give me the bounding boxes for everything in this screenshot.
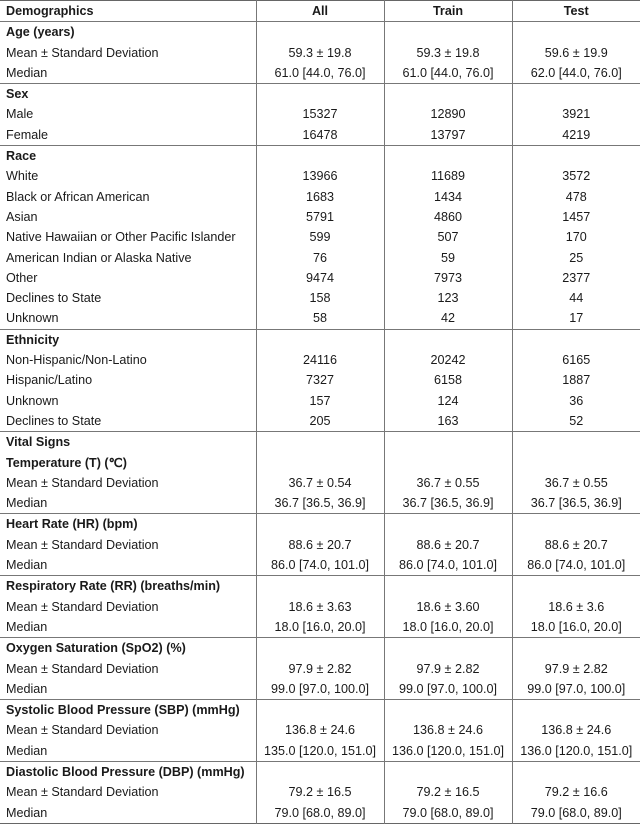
cell-test (512, 84, 640, 105)
cell-all: 205 (256, 411, 384, 432)
table-row (0, 350, 640, 370)
cell-train: 59 (384, 248, 512, 268)
cell-test: 136.0 [120.0, 151.0] (512, 741, 640, 762)
table-row (0, 104, 640, 124)
cell-test (512, 146, 640, 167)
row-label: Mean ± Standard Deviation (6, 475, 159, 490)
cell-test: 86.0 [74.0, 101.0] (512, 555, 640, 576)
row-label: Other (6, 270, 38, 285)
cell-all: 599 (256, 227, 384, 247)
section-title: Temperature (T) (℃) (6, 455, 127, 470)
table-row (0, 187, 640, 207)
table-row (0, 63, 640, 84)
cell-train: 20242 (384, 350, 512, 370)
row-label: Native Hawaiian or Other Pacific Islander (6, 230, 236, 245)
cell-test: 18.0 [16.0, 20.0] (512, 617, 640, 638)
table-row (0, 288, 640, 308)
row-label: Mean ± Standard Deviation (6, 45, 159, 60)
row-label: Asian (6, 209, 38, 224)
cell-test (512, 638, 640, 659)
cell-train (384, 514, 512, 535)
section-title-row (0, 329, 640, 350)
cell-test: 4219 (512, 125, 640, 146)
cell-all (256, 638, 384, 659)
row-label: Mean ± Standard Deviation (6, 537, 159, 552)
cell-train: 123 (384, 288, 512, 308)
cell-test: 1457 (512, 207, 640, 227)
section-title: Oxygen Saturation (SpO2) (%) (0, 638, 256, 659)
section-title: Race (0, 146, 256, 167)
cell-train (384, 22, 512, 43)
cell-train (384, 761, 512, 782)
cell-all: 79.2 ± 16.5 (256, 782, 384, 802)
row-label: Mean ± Standard Deviation (6, 723, 159, 738)
cell-all: 88.6 ± 20.7 (256, 535, 384, 555)
table-row (0, 803, 640, 824)
section-title: Heart Rate (HR) (bpm) (0, 514, 256, 535)
cell-test: 36 (512, 391, 640, 411)
cell-test: 1887 (512, 370, 640, 390)
cell-test (512, 22, 640, 43)
table-row (0, 617, 640, 638)
cell-all: 5791 (256, 207, 384, 227)
row-label: Median (6, 496, 48, 511)
table-row (0, 207, 640, 227)
cell-all: 99.0 [97.0, 100.0] (256, 679, 384, 700)
cell-all: 15327 (256, 104, 384, 124)
section-title-row (0, 22, 640, 43)
cell-all: 24116 (256, 350, 384, 370)
row-label: Median (6, 65, 48, 80)
cell-test: 99.0 [97.0, 100.0] (512, 679, 640, 700)
row-label: Median (6, 619, 48, 634)
section-title-row (0, 761, 640, 782)
cell-all: 18.0 [16.0, 20.0] (256, 617, 384, 638)
table-row (0, 391, 640, 411)
cell-train: 18.6 ± 3.60 (384, 597, 512, 617)
cell-train (384, 638, 512, 659)
table-row (0, 679, 640, 700)
cell-all: 1683 (256, 187, 384, 207)
cell-test (512, 329, 640, 350)
cell-test: 52 (512, 411, 640, 432)
cell-train (384, 329, 512, 350)
cell-all (256, 22, 384, 43)
cell-test (512, 761, 640, 782)
cell-train (384, 146, 512, 167)
header-test: Test (512, 1, 640, 22)
section-title: Sex (0, 84, 256, 105)
table-row (0, 370, 640, 390)
cell-train: 36.7 [36.5, 36.9] (384, 493, 512, 514)
cell-train: 11689 (384, 166, 512, 186)
header-demographics: Demographics (0, 1, 256, 22)
cell-test: 136.8 ± 24.6 (512, 720, 640, 740)
cell-all: 18.6 ± 3.63 (256, 597, 384, 617)
cell-all: 36.7 [36.5, 36.9] (256, 493, 384, 514)
cell-test: 478 (512, 187, 640, 207)
cell-train: 79.0 [68.0, 89.0] (384, 803, 512, 824)
cell-test: 17 (512, 308, 640, 329)
row-label: Mean ± Standard Deviation (6, 661, 159, 676)
row-label: Declines to State (6, 413, 102, 428)
cell-train: 88.6 ± 20.7 (384, 535, 512, 555)
section-title-row (0, 432, 640, 453)
section-title-row (0, 453, 640, 473)
cell-train: 97.9 ± 2.82 (384, 659, 512, 679)
row-label: Male (6, 107, 34, 122)
section-title-row (0, 146, 640, 167)
table-body (0, 22, 640, 824)
cell-train (384, 453, 512, 473)
row-label: Mean ± Standard Deviation (6, 785, 159, 800)
cell-train: 79.2 ± 16.5 (384, 782, 512, 802)
table-row (0, 166, 640, 186)
table-row (0, 227, 640, 247)
cell-all (256, 146, 384, 167)
header-all: All (256, 1, 384, 22)
section-title-row (0, 700, 640, 721)
cell-test (512, 453, 640, 473)
cell-all: 97.9 ± 2.82 (256, 659, 384, 679)
cell-test: 18.6 ± 3.6 (512, 597, 640, 617)
row-label: Median (6, 681, 48, 696)
cell-test: 44 (512, 288, 640, 308)
cell-test (512, 432, 640, 453)
cell-train: 59.3 ± 19.8 (384, 43, 512, 63)
table-row (0, 659, 640, 679)
cell-train: 12890 (384, 104, 512, 124)
cell-train: 124 (384, 391, 512, 411)
table-row (0, 741, 640, 762)
cell-test: 97.9 ± 2.82 (512, 659, 640, 679)
cell-test: 170 (512, 227, 640, 247)
section-title: Age (years) (0, 22, 256, 43)
cell-test: 6165 (512, 350, 640, 370)
cell-all: 9474 (256, 268, 384, 288)
cell-train: 18.0 [16.0, 20.0] (384, 617, 512, 638)
cell-all: 36.7 ± 0.54 (256, 473, 384, 493)
cell-all: 157 (256, 391, 384, 411)
row-label: Hispanic/Latino (6, 373, 93, 388)
row-label: Unknown (6, 311, 59, 326)
table-header-row (0, 1, 640, 22)
cell-all: 7327 (256, 370, 384, 390)
table-row (0, 411, 640, 432)
row-label: Mean ± Standard Deviation (6, 599, 159, 614)
cell-train: 42 (384, 308, 512, 329)
section-title-row (0, 84, 640, 105)
section-title: Systolic Blood Pressure (SBP) (mmHg) (0, 700, 256, 721)
table-row (0, 493, 640, 514)
table-row (0, 535, 640, 555)
cell-train: 136.0 [120.0, 151.0] (384, 741, 512, 762)
cell-test: 36.7 [36.5, 36.9] (512, 493, 640, 514)
cell-all: 76 (256, 248, 384, 268)
cell-all: 136.8 ± 24.6 (256, 720, 384, 740)
cell-all (256, 84, 384, 105)
cell-all: 59.3 ± 19.8 (256, 43, 384, 63)
cell-test: 3921 (512, 104, 640, 124)
cell-test: 2377 (512, 268, 640, 288)
cell-train: 13797 (384, 125, 512, 146)
cell-all (256, 514, 384, 535)
cell-all: 13966 (256, 166, 384, 186)
cell-train: 86.0 [74.0, 101.0] (384, 555, 512, 576)
cell-test: 3572 (512, 166, 640, 186)
cell-all (256, 761, 384, 782)
section-title-row (0, 576, 640, 597)
cell-train: 6158 (384, 370, 512, 390)
table-row (0, 308, 640, 329)
cell-train: 507 (384, 227, 512, 247)
cell-train (384, 700, 512, 721)
cell-train: 163 (384, 411, 512, 432)
cell-test (512, 514, 640, 535)
cell-test (512, 700, 640, 721)
cell-test: 88.6 ± 20.7 (512, 535, 640, 555)
cell-all (256, 700, 384, 721)
table-row (0, 720, 640, 740)
cell-all: 158 (256, 288, 384, 308)
table-row (0, 268, 640, 288)
row-label: Unknown (6, 393, 59, 408)
header-train: Train (384, 1, 512, 22)
cell-all: 135.0 [120.0, 151.0] (256, 741, 384, 762)
cell-all: 16478 (256, 125, 384, 146)
cell-all (256, 576, 384, 597)
row-label: American Indian or Alaska Native (6, 250, 192, 265)
cell-all: 86.0 [74.0, 101.0] (256, 555, 384, 576)
table-row (0, 597, 640, 617)
row-label: Median (6, 805, 48, 820)
section-title: Respiratory Rate (RR) (breaths/min) (0, 576, 256, 597)
cell-test: 36.7 ± 0.55 (512, 473, 640, 493)
row-label: Black or African American (6, 189, 150, 204)
cell-test: 79.0 [68.0, 89.0] (512, 803, 640, 824)
table-row (0, 473, 640, 493)
cell-all: 79.0 [68.0, 89.0] (256, 803, 384, 824)
cell-train: 4860 (384, 207, 512, 227)
cell-train: 99.0 [97.0, 100.0] (384, 679, 512, 700)
cell-train (384, 84, 512, 105)
cell-test: 62.0 [44.0, 76.0] (512, 63, 640, 84)
row-label: Median (6, 743, 48, 758)
row-label: Median (6, 558, 48, 573)
cell-test: 25 (512, 248, 640, 268)
cell-train: 36.7 ± 0.55 (384, 473, 512, 493)
table-row (0, 782, 640, 802)
row-label: Non-Hispanic/Non-Latino (6, 353, 147, 368)
cell-train: 7973 (384, 268, 512, 288)
section-title: Vital Signs (0, 432, 256, 453)
row-label: Declines to State (6, 291, 102, 306)
cell-all (256, 432, 384, 453)
cell-all (256, 329, 384, 350)
cell-train: 61.0 [44.0, 76.0] (384, 63, 512, 84)
row-label: Female (6, 127, 48, 142)
cell-all: 58 (256, 308, 384, 329)
cell-test: 79.2 ± 16.6 (512, 782, 640, 802)
section-title-row (0, 514, 640, 535)
table-row (0, 248, 640, 268)
cell-all (256, 453, 384, 473)
row-label: White (6, 169, 39, 184)
section-title: Ethnicity (0, 329, 256, 350)
cell-test: 59.6 ± 19.9 (512, 43, 640, 63)
section-title-row (0, 638, 640, 659)
table-row (0, 555, 640, 576)
cell-train: 1434 (384, 187, 512, 207)
table-row (0, 125, 640, 146)
cell-test (512, 576, 640, 597)
section-title: Diastolic Blood Pressure (DBP) (mmHg) (0, 761, 256, 782)
cell-train (384, 576, 512, 597)
cell-train (384, 432, 512, 453)
cell-all: 61.0 [44.0, 76.0] (256, 63, 384, 84)
cell-train: 136.8 ± 24.6 (384, 720, 512, 740)
table-row (0, 43, 640, 63)
